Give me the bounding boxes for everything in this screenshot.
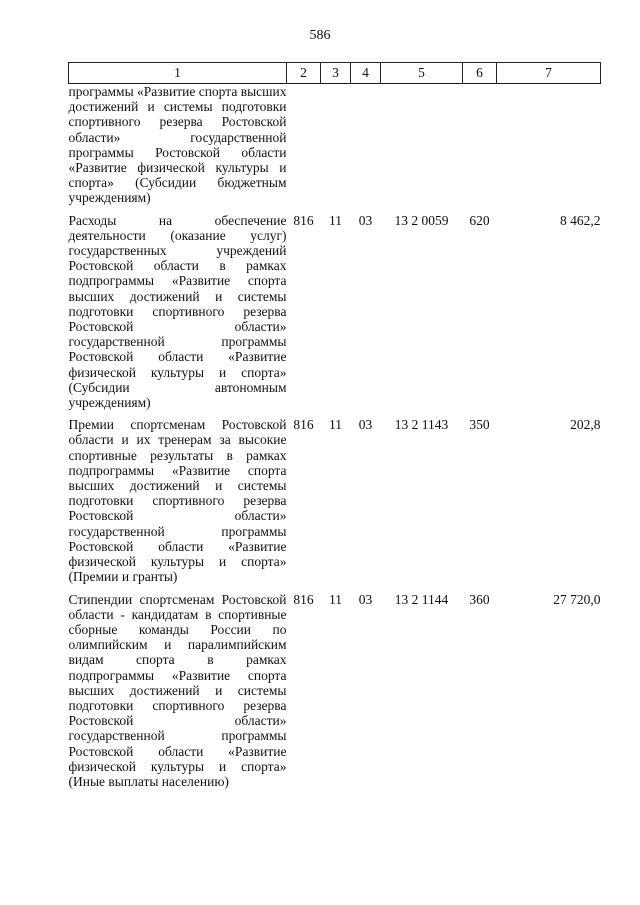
row-amount: 202,8	[570, 417, 601, 433]
column-header-6: 6	[463, 63, 497, 84]
row-description: Стипендии спортсменам Ростовской области - кандидатам в спортивные сборные команды России по олимпийским и паралимпийским видам спорта в рамках подпрограммы «Развитие спорта высших достижений и системы подготовки спортивного резерва Ростовской области» государственной программы Ростовской области «Развитие физической культуры и спорта» (Иные выплаты населению)	[68, 591, 287, 789]
row-amount: 27 720,0	[553, 591, 601, 607]
column-header-3: 3	[321, 63, 351, 84]
budget-table	[68, 62, 601, 795]
row-ministry-code	[287, 84, 321, 206]
page-number: 586	[309, 28, 331, 43]
row-ministry-code: 816	[293, 417, 314, 433]
column-header-1: 1	[69, 63, 287, 84]
row-expense-type	[463, 84, 497, 206]
table-row	[69, 585, 601, 796]
row-ministry-code: 816	[293, 212, 314, 228]
table-row	[69, 84, 601, 206]
column-number-header-row	[69, 63, 601, 84]
row-expense-type: 620	[469, 212, 490, 228]
row-amount	[497, 84, 601, 206]
row-description: Премии спортсменам Ростовской области и их тренерам за высокие спортивные результаты в рамках подпрограммы «Развитие спорта высших достижений и системы подготовки спортивного резерва Ростовской области» государственной программы Ростовской области «Развитие физической культуры и спорта» (Премии и гранты)	[68, 417, 287, 585]
row-section-code	[321, 84, 351, 206]
row-description: Расходы на обеспечение деятельности (оказание услуг) государственных учреждений Ростовской области в рамках подпрограммы «Развитие спорта высших достижений и системы подготовки спортивного резерва Ростовской области» государственной программы Ростовской области «Развитие физической культуры и спорта» (Субсидии автономным учреждениям)	[68, 212, 287, 411]
row-subsection-code: 03	[358, 417, 373, 433]
column-header-4: 4	[351, 63, 381, 84]
row-description: программы «Развитие спорта высших достижений и системы подготовки спортивного резерва Ростовской области» государственной программы Ростовской области «Развитие физической культуры и спорта» (Субсидии бюджетным учреждениям)	[68, 84, 287, 206]
row-target-article: 13 2 0059	[394, 212, 449, 228]
table-row	[69, 410, 601, 584]
table-row	[69, 206, 601, 411]
row-section-code: 11	[329, 417, 342, 433]
row-target-article	[381, 84, 463, 206]
column-header-5: 5	[381, 63, 463, 84]
row-ministry-code: 816	[293, 591, 314, 607]
row-target-article: 13 2 1144	[394, 591, 449, 607]
row-amount: 8 462,2	[560, 212, 601, 228]
row-expense-type: 360	[469, 591, 490, 607]
row-expense-type: 350	[469, 417, 490, 433]
row-subsection-code: 03	[358, 212, 373, 228]
column-header-7: 7	[497, 63, 601, 84]
column-header-2: 2	[287, 63, 321, 84]
row-section-code: 11	[329, 212, 342, 228]
row-subsection-code	[351, 84, 381, 206]
row-section-code: 11	[329, 591, 342, 607]
row-subsection-code: 03	[358, 591, 373, 607]
row-target-article: 13 2 1143	[394, 417, 449, 433]
